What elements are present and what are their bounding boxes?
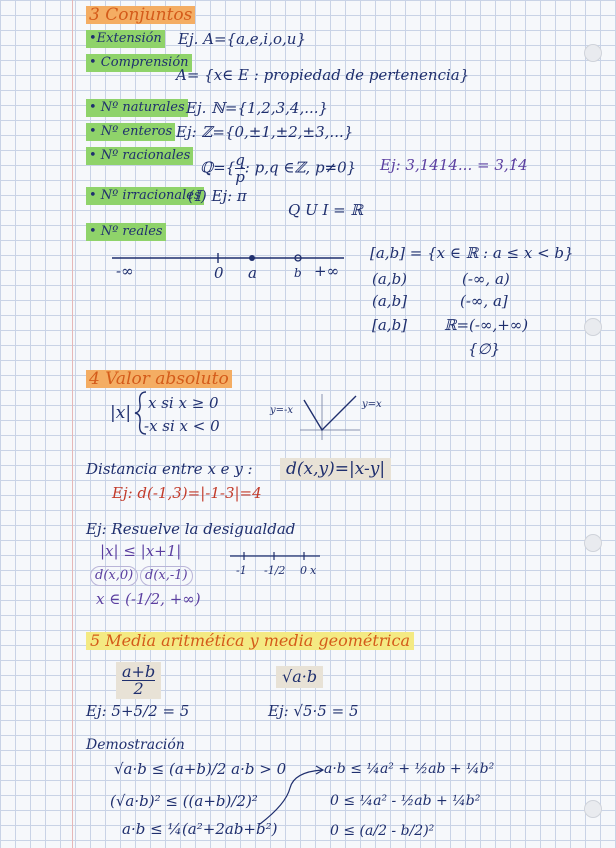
integers-label: • Nº enteros: [86, 123, 175, 141]
reals-interval: ℝ=(-∞,+∞): [444, 316, 529, 334]
union-formula: Q U I = ℝ: [288, 201, 363, 219]
interval-open: (a,b): [372, 270, 408, 288]
rationals-rhs: : p,q ∈ℤ, p≠0}: [244, 158, 357, 177]
abs-case-positive: x si x ≥ 0: [148, 394, 219, 412]
inequality-d1: d(x,0): [90, 566, 138, 586]
ray-closed: (-∞, a]: [460, 292, 508, 310]
abs-lhs: |x|: [110, 403, 132, 423]
nl-label-x: x: [310, 564, 317, 577]
proof-step-2: (√a·b)² ≤ ((a+b)/2)²: [110, 792, 258, 810]
comprehension-example: A= {x∈ E : propiedad de pertenencia}: [176, 66, 470, 84]
proof-step-3: a·b ≤ ¼(a²+2ab+b²): [122, 820, 278, 838]
punch-hole: [584, 534, 602, 552]
interval-closed: [a,b]: [372, 316, 408, 334]
proof-title: Demostración: [86, 737, 185, 753]
nl-label-m1: -1: [236, 564, 247, 577]
axis-b: b: [294, 266, 302, 280]
ray-open: (-∞, a): [462, 270, 510, 288]
rationals-denominator: p: [235, 168, 245, 186]
geometric-mean-formula: √a·b: [276, 666, 323, 688]
section-3-title: 3 Conjuntos: [86, 6, 195, 24]
rationals-example: Ej: 3,1414... = 3,1̂4: [380, 156, 528, 174]
rationals-fraction: [235, 152, 245, 185]
distance-text: Distancia entre x e y :: [86, 460, 253, 478]
proof-arrow: [256, 764, 328, 828]
abs-case-negative: -x si x < 0: [144, 417, 220, 435]
section-5-title: 5 Media aritmética y media geométrica: [86, 632, 414, 650]
abs-value-curve: [304, 396, 356, 430]
naturals-example: Ej. ℕ={1,2,3,4,...}: [186, 99, 329, 117]
rationals-label: • Nº racionales: [86, 147, 193, 165]
nl-label-mhalf: -1/2: [264, 564, 286, 577]
rationals-definition: [200, 152, 356, 185]
margin-line: [72, 0, 73, 848]
arithmetic-mean-numerator: a+b: [122, 662, 156, 681]
geometric-mean-example: Ej: √5·5 = 5: [268, 702, 359, 720]
reals-label: • Nº reales: [86, 223, 166, 241]
empty-set: {∅}: [468, 340, 501, 358]
extension-label: •Extensión: [86, 30, 165, 48]
axis-minus-infinity: -∞: [116, 262, 134, 280]
punch-hole: [584, 318, 602, 336]
rationals-numerator: q: [235, 151, 245, 169]
inequality-result: x ∈ (-1/2, +∞): [96, 590, 201, 608]
graph-label-right: y=x: [362, 399, 382, 410]
irrationals-label: • Nº irracionales: [86, 187, 204, 205]
proof-step-4: a·b ≤ ¼a² + ½ab + ¼b²: [324, 761, 495, 777]
naturals-label: • Nº naturales: [86, 99, 188, 117]
interval-definition: [a,b] = {x ∈ ℝ : a ≤ x < b}: [370, 244, 574, 262]
section-4-title: 4 Valor absoluto: [86, 370, 232, 388]
comprehension-label: • Comprensión: [86, 54, 192, 72]
distance-formula: d(x,y)=|x-y|: [280, 458, 391, 480]
inequality: |x| ≤ |x+1|: [100, 542, 182, 560]
punch-hole: [584, 44, 602, 62]
arithmetic-mean-fraction: [122, 664, 155, 697]
arithmetic-mean-example: Ej: 5+5/2 = 5: [86, 702, 190, 720]
irrationals-example: (𝕀) Ej: π: [188, 187, 247, 205]
point-a: [249, 255, 255, 261]
nl-label-zero: 0: [300, 564, 307, 577]
arithmetic-mean-formula: [116, 662, 161, 699]
proof-step-6: 0 ≤ (a/2 - b/2)²: [330, 823, 435, 839]
axis-a: a: [248, 264, 257, 282]
graph-label-left: y=-x: [270, 405, 294, 416]
proof-step-1: √a·b ≤ (a+b)/2 a·b > 0: [114, 760, 287, 778]
distance-example: Ej: d(-1,3)=|-1-3|=4: [112, 484, 262, 502]
axis-plus-infinity: +∞: [314, 262, 340, 280]
inequality-title: Ej: Resuelve la desigualdad: [86, 520, 296, 538]
arithmetic-mean-denominator: 2: [133, 679, 144, 698]
interval-half-open: (a,b]: [372, 292, 408, 310]
abs-value-graph: [300, 392, 370, 442]
inequality-d2: d(x,-1): [140, 566, 193, 586]
axis-zero: 0: [214, 264, 224, 282]
rationals-lhs: ℚ={: [200, 158, 236, 177]
integers-example: Ej: ℤ={0,±1,±2,±3,...}: [176, 123, 354, 141]
proof-step-5: 0 ≤ ¼a² - ½ab + ¼b²: [330, 793, 481, 809]
extension-example: Ej. A={a,e,i,o,u}: [178, 30, 307, 48]
punch-hole: [584, 800, 602, 818]
